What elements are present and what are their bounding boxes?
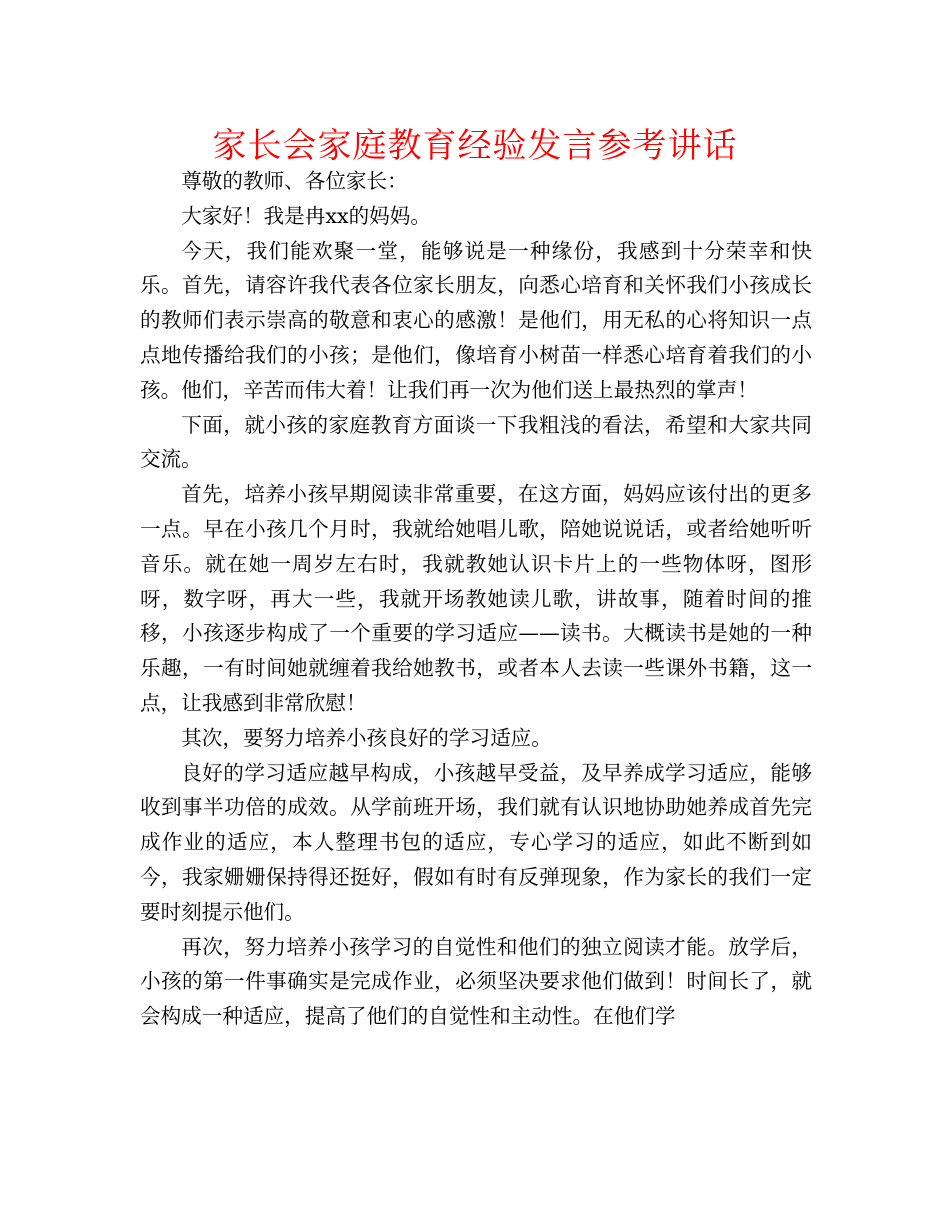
body-paragraph: 首先，培养小孩早期阅读非常重要，在这方面，妈妈应该付出的更多一点。早在小孩几个月时，我就给她唱儿歌，陪她说说话，或者给她听听音乐。就在她一周岁左右时，我就教她认识卡片上的一些物体呀，图形呀，数字呀，再大一些，我就开场教她读儿歌，讲故事，随着时间的推移，小孩逐步构成了一个重要的学习适应——读书。大概读书是她的一种乐趣，一有时间她就缠着我给她教书，或者本人去读一些课外书籍，这一点，让我感到非常欣慰！ [140,482,812,715]
salutation-paragraph: 尊敬的教师、各位家长： [181,169,408,193]
body-paragraph: 下面，就小孩的家庭教育方面谈一下我粗浅的看法，希望和大家共同交流。 [140,412,812,472]
body-paragraph: 良好的学习适应越早构成，小孩越早受益，及早养成学习适应，能够收到事半功倍的成效。从学前班开场，我们就有认识地协助她养成首先完成作业的适应，本人整理书包的适应，专心学习的适应，如此不断到如今，我家姗姗保持得还挺好，假如有时有反弹现象，作为家长的我们一定要时刻提示他们。 [140,760,812,924]
greeting-paragraph: 大家好！我是冉xx的妈妈。 [181,203,431,228]
body-paragraph: 再次，努力培养小孩学习的自觉性和他们的独立阅读才能。放学后，小孩的第一件事确实是完成作业，必须坚决要求他们做到！时间长了，就会构成一种适应，提高了他们的自觉性和主动性。在他们学 [140,934,812,1029]
document-body [140,164,812,1034]
body-paragraph: 今天，我们能欢聚一堂，能够说是一种缘份，我感到十分荣幸和快乐。首先，请容许我代表各位家长朋友，向悉心培育和关怀我们小孩成长的教师们表示崇高的敬意和衷心的感激！是他们，用无私的心将知识一点点地传播给我们的小孩；是他们，像培育小树苗一样悉心培育着我们的小孩。他们，辛苦而伟大着！让我们再一次为他们送上最热烈的掌声！ [140,238,812,402]
body-paragraph: 其次，要努力培养小孩良好的学习适应。 [181,725,552,750]
document-title: 家长会家庭教育经验发言参考讲话 [212,126,738,166]
